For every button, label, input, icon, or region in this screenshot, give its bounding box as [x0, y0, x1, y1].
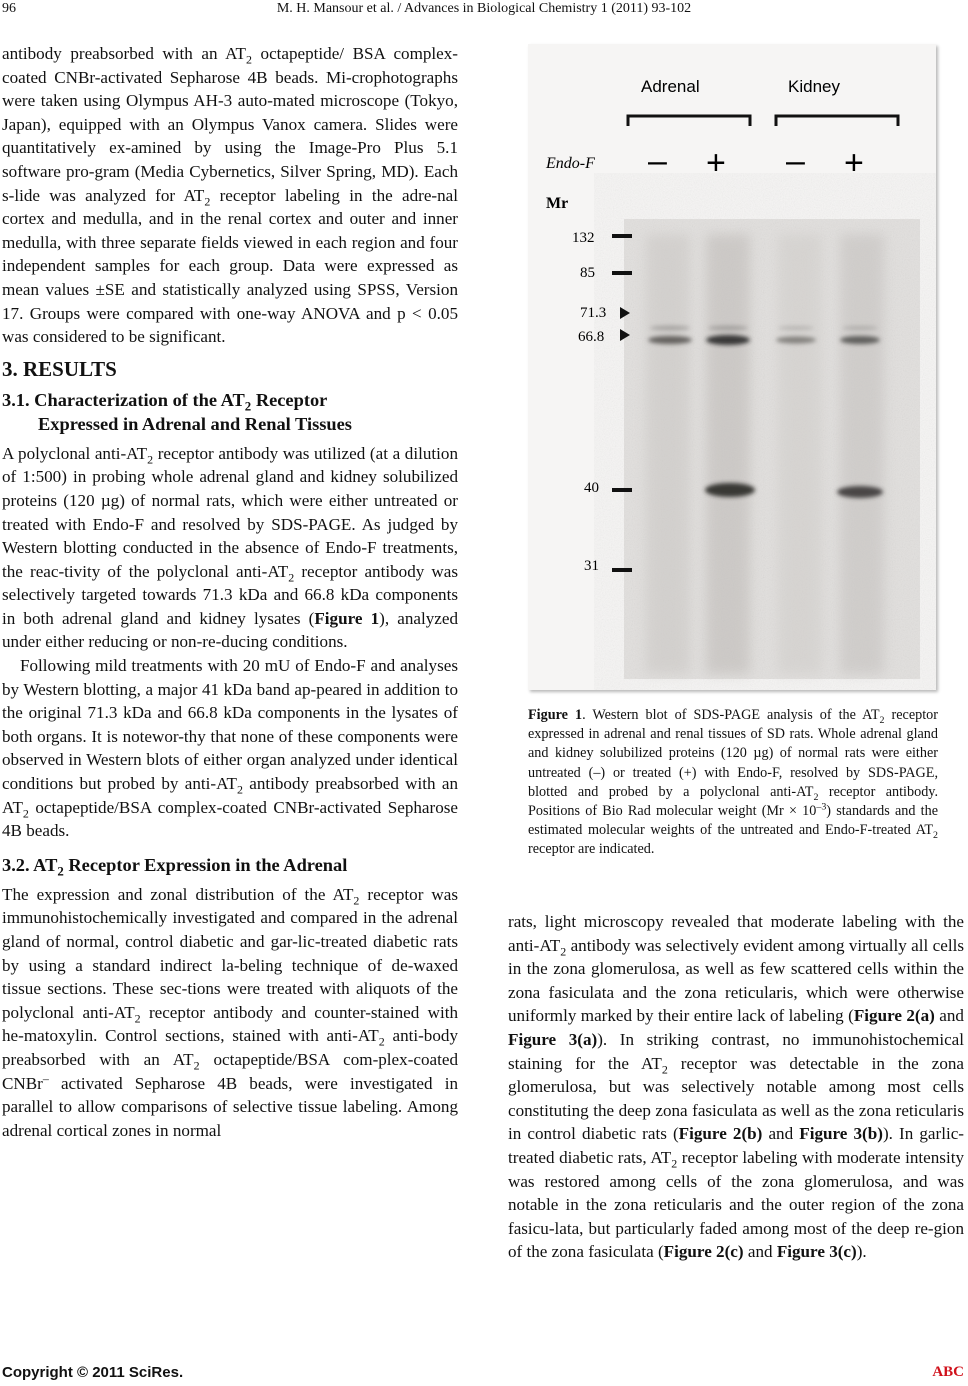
band-lane4-41	[837, 486, 883, 498]
treatment-lane-4: +	[844, 144, 864, 182]
figure-1-caption	[528, 706, 938, 860]
treatment-lane-2: +	[706, 144, 726, 182]
page-number: 96	[2, 1, 16, 16]
marker-31: 31	[584, 558, 599, 574]
adrenal-bracket	[628, 116, 750, 126]
western-blot-figure	[528, 44, 936, 690]
kidney-bracket	[776, 116, 898, 126]
mr-label: Mr	[546, 195, 569, 212]
marker-40-tick	[612, 488, 632, 492]
marker-85: 85	[580, 265, 595, 281]
caption-figure-label: Figure 1	[528, 707, 583, 723]
marker-85-tick	[612, 271, 632, 275]
group-label-kidney: Kidney	[788, 77, 840, 96]
caption-text: . Western blot of SDS-PAGE analysis of the $AT_2$ receptor expressed in adrenal and renal tissues of SD rats. Whole adrenal gland and kidney solubilized proteins (120 µg) of normal rats were either untreated (–) or treated (+) with Endo-F, resolved by SDS-PAGE, blotted and probed by a polyclonal anti-$AT_2$ receptor antibody. Positions of Bio Rad molecular weight $(Mr \times 10^{-3})$ standards and the estimated molecular weights of the untreated and Endo-F-treated $AT_2$ receptor are indicated.	[528, 707, 939, 858]
western-blot-image	[528, 44, 936, 690]
subsection-3-1-heading	[2, 388, 458, 436]
marker-40: 40	[584, 480, 599, 496]
results-paragraph-1: A polyclonal anti-$AT_2$ receptor antibody was utilized (at a dilution of 1:500) in probing whole adrenal gland and kidney solubilized proteins (120 µg) of normal rats, which were either untreated or treated with Endo-F and resolved by SDS-PAGE. As judged by Western blotting conducted in the absence of Endo-F treatments, the reac-tivity of the polyclonal anti-$AT_2$ receptor antibody was selectively targeted towards 71.3 kDa and 66.8 kDa components in both adrenal gland and kidney lysates (Figure 1), analyzed under either reducing or non-re-ducing conditions.	[2, 443, 459, 652]
right-column	[508, 910, 964, 1264]
group-label-adrenal: Adrenal	[641, 77, 700, 96]
publisher-logo: ABC	[932, 1364, 964, 1380]
marker-31-tick	[612, 568, 632, 572]
marker-71-3: 71.3	[580, 305, 607, 321]
treatment-lane-1: –	[648, 142, 667, 180]
subsection-3-1-line2: Expressed in Adrenal and Renal Tissues	[38, 413, 352, 434]
marker-132: 132	[572, 230, 595, 246]
marker-132-tick	[612, 234, 632, 238]
page-header	[0, 0, 968, 22]
results-paragraph-3: The expression and zonal distribution of the $AT_2$ receptor was immunohistochemically investigated and compared in the adrenal gland of normal, control diabetic and gar-lic-treated diabetic rats by using a standard indirect la-beling technique of de-waxed tissue sections. These sec-tions were treated with aliquots of the polyclonal anti-$AT_2$ receptor antibody and counter-stained with he-matoxylin. Control sections, stained with anti-$AT_2$ anti-body preabsorbed with an $AT_2$ octapeptide/BSA com-plex-coated CNBr– activated Sepharose 4B beads, were investigated in parallel to allow comparisons of selective tissue labeling. Among adrenal cortical zones in normal	[2, 884, 458, 1140]
band-lane1-66-8	[648, 336, 692, 344]
left-column	[2, 42, 458, 1142]
band-lane3-66-8	[776, 337, 816, 344]
subsection-3-2-heading: 3.2. $AT_2$ Receptor Expression in the Adrenal	[2, 854, 348, 879]
band-lane2-41	[705, 483, 755, 497]
methods-paragraph: antibody preabsorbed with an $AT_2$ octapeptide/ BSA complex-coated CNBr-activated Sepharose 4B beads. Mi-crophotographs were taken using Olympus AH-3 auto-mated microscope (Tokyo, Japan), equipped with an Olympus Vanox camera. Slides were quantitatively ex-amined by using the Image-Pro Plus 5.1 software pro-gram (Media Cybernetics, Silver Spring, MD). Each s-lide was analyzed for $AT_2$ receptor labeling in the adre-nal cortex and medulla, and in the renal cortex and outer and inner medulla, with three separate fields viewed in each region and four independent samples for each group. Data were expressed as mean values ±SE and statistically analyzed using SPSS, Version 17. Groups were compared with one-way ANOVA and p < 0.05 was considered to be significant.	[2, 44, 459, 347]
band-lane2-66-8	[706, 335, 750, 345]
treatment-lane-3: –	[786, 142, 805, 180]
results-paragraph-4: rats, light microscopy revealed that moderate labeling with the anti-$AT_2$ antibody was selectively evident among virtually all cells in the zona glomerulosa, as well as few scattered cells within the zona fasiculata and the zona reticularis, which were otherwise uniformly marked by their entire lack of labeling (Figure 2(a) and Figure 3(a)). In striking contrast, no immunohistochemical staining for the $AT_2$ receptor was detectable in the zona glomerulosa, but was selectively notable among most cells constituting the deep zona fasiculata as well as the zona reticularis in control diabetic rats (Figure 2(b) and Figure 3(b)). In garlic-treated diabetic rats, $AT_2$ receptor labeling with moderate intensity was restored among cells of the zona glomerulosa, and was notable in the zona reticularis and the outer region of the zona fasicu-lata, but particularly faded among most of the deep re-gion of the zona fasiculata (Figure 2(c) and Figure 3(c)).	[508, 912, 965, 1262]
page-footer	[0, 1362, 968, 1384]
marker-66-8: 66.8	[578, 329, 605, 345]
running-head: M. H. Mansour et al. / Advances in Biological Chemistry 1 (2011) 93-102	[276, 1, 692, 16]
copyright-notice: Copyright © 2011 SciRes.	[2, 1364, 184, 1381]
endo-f-label: Endo-F	[546, 155, 595, 172]
band-lane4-66-8	[840, 336, 880, 344]
results-paragraph-2: Following mild treatments with 20 mU of Endo-F and analyses by Western blotting, a major 41 kDa band ap-peared in addition to the original 71.3 kDa and 66.8 kDa components in the lysates of both organs. It is notewor-thy that none of these components were observed in Western blots of either organ analyzed under identical conditions but probed by anti-$AT_2$ antibody preabsorbed with an $AT_2$ octapeptide/BSA complex-coated CNBr-activated Sepharose 4B beads.	[2, 656, 458, 841]
subsection-3-1-line1: 3.1. Characterization of the $AT_2$ Receptor	[2, 389, 328, 414]
results-heading: 3. RESULTS	[2, 356, 117, 381]
